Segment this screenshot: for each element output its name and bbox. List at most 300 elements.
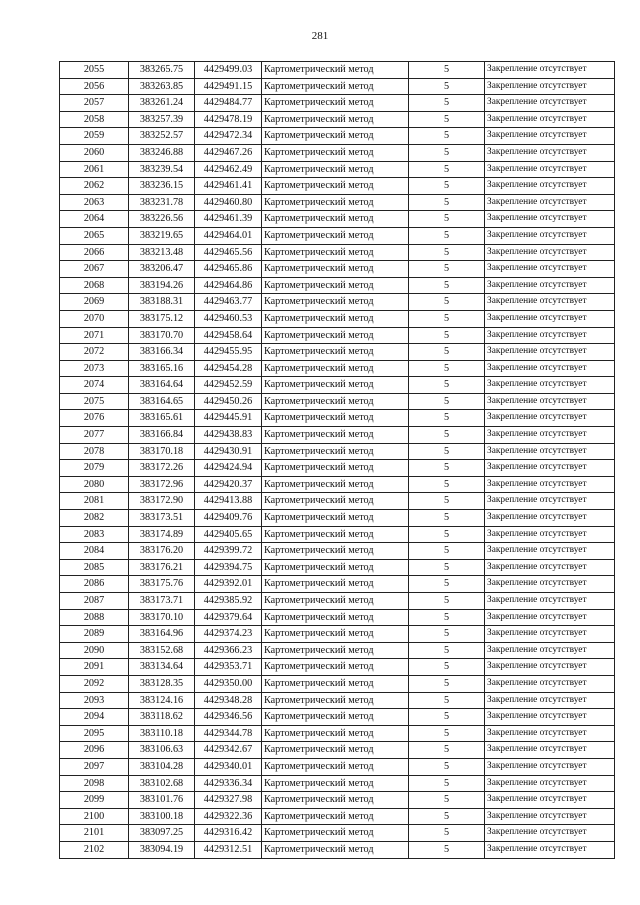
fixing-cell: Закрепление отсутствует	[485, 792, 615, 809]
x-coordinate-cell: 383110.18	[129, 725, 195, 742]
accuracy-cell: 5	[409, 476, 485, 493]
fixing-cell: Закрепление отсутствует	[485, 111, 615, 128]
x-coordinate-cell: 383265.75	[129, 62, 195, 79]
accuracy-cell: 5	[409, 161, 485, 178]
fixing-cell: Закрепление отсутствует	[485, 725, 615, 742]
x-coordinate-cell: 383226.56	[129, 211, 195, 228]
point-number-cell: 2090	[60, 642, 129, 659]
table-row	[60, 327, 615, 344]
x-coordinate-cell: 383175.76	[129, 576, 195, 593]
y-coordinate-cell: 4429454.28	[195, 360, 262, 377]
method-cell: Картометрический метод	[262, 709, 409, 726]
fixing-cell: Закрепление отсутствует	[485, 377, 615, 394]
accuracy-cell: 5	[409, 410, 485, 427]
x-coordinate-cell: 383257.39	[129, 111, 195, 128]
table-row	[60, 294, 615, 311]
y-coordinate-cell: 4429322.36	[195, 808, 262, 825]
table-row	[60, 261, 615, 278]
method-cell: Картометрический метод	[262, 244, 409, 261]
y-coordinate-cell: 4429458.64	[195, 327, 262, 344]
fixing-cell: Закрепление отсутствует	[485, 510, 615, 527]
x-coordinate-cell: 383239.54	[129, 161, 195, 178]
x-coordinate-cell: 383170.70	[129, 327, 195, 344]
y-coordinate-cell: 4429445.91	[195, 410, 262, 427]
page-number: 281	[311, 30, 329, 42]
x-coordinate-cell: 383172.90	[129, 493, 195, 510]
fixing-cell: Закрепление отсутствует	[485, 277, 615, 294]
method-cell: Картометрический метод	[262, 593, 409, 610]
table-row	[60, 808, 615, 825]
point-number-cell: 2059	[60, 128, 129, 145]
table-row	[60, 95, 615, 112]
point-number-cell: 2100	[60, 808, 129, 825]
y-coordinate-cell: 4429464.86	[195, 277, 262, 294]
y-coordinate-cell: 4429379.64	[195, 609, 262, 626]
accuracy-cell: 5	[409, 211, 485, 228]
y-coordinate-cell: 4429452.59	[195, 377, 262, 394]
coordinates-table-body	[60, 62, 615, 859]
point-number-cell: 2071	[60, 327, 129, 344]
table-row	[60, 178, 615, 195]
x-coordinate-cell: 383164.64	[129, 377, 195, 394]
fixing-cell: Закрепление отсутствует	[485, 559, 615, 576]
table-row	[60, 393, 615, 410]
accuracy-cell: 5	[409, 808, 485, 825]
table-row	[60, 775, 615, 792]
y-coordinate-cell: 4429405.65	[195, 526, 262, 543]
fixing-cell: Закрепление отсутствует	[485, 659, 615, 676]
fixing-cell: Закрепление отсутствует	[485, 576, 615, 593]
table-row	[60, 709, 615, 726]
x-coordinate-cell: 383172.26	[129, 460, 195, 477]
table-row	[60, 543, 615, 560]
point-number-cell: 2067	[60, 261, 129, 278]
table-row	[60, 460, 615, 477]
y-coordinate-cell: 4429327.98	[195, 792, 262, 809]
table-row	[60, 510, 615, 527]
fixing-cell: Закрепление отсутствует	[485, 609, 615, 626]
accuracy-cell: 5	[409, 128, 485, 145]
y-coordinate-cell: 4429374.23	[195, 626, 262, 643]
y-coordinate-cell: 4429484.77	[195, 95, 262, 112]
method-cell: Картометрический метод	[262, 360, 409, 377]
x-coordinate-cell: 383174.89	[129, 526, 195, 543]
x-coordinate-cell: 383165.61	[129, 410, 195, 427]
x-coordinate-cell: 383172.96	[129, 476, 195, 493]
x-coordinate-cell: 383176.20	[129, 543, 195, 560]
method-cell: Картометрический метод	[262, 543, 409, 560]
method-cell: Картометрический метод	[262, 211, 409, 228]
fixing-cell: Закрепление отсутствует	[485, 78, 615, 95]
y-coordinate-cell: 4429413.88	[195, 493, 262, 510]
x-coordinate-cell: 383100.18	[129, 808, 195, 825]
x-coordinate-cell: 383261.24	[129, 95, 195, 112]
method-cell: Картометрический метод	[262, 144, 409, 161]
x-coordinate-cell: 383094.19	[129, 841, 195, 858]
fixing-cell: Закрепление отсутствует	[485, 294, 615, 311]
y-coordinate-cell: 4429316.42	[195, 825, 262, 842]
accuracy-cell: 5	[409, 493, 485, 510]
method-cell: Картометрический метод	[262, 294, 409, 311]
accuracy-cell: 5	[409, 543, 485, 560]
table-row	[60, 675, 615, 692]
accuracy-cell: 5	[409, 709, 485, 726]
x-coordinate-cell: 383175.12	[129, 310, 195, 327]
fixing-cell: Закрепление отсутствует	[485, 692, 615, 709]
y-coordinate-cell: 4429455.95	[195, 344, 262, 361]
point-number-cell: 2094	[60, 709, 129, 726]
table-row	[60, 526, 615, 543]
x-coordinate-cell: 383188.31	[129, 294, 195, 311]
method-cell: Картометрический метод	[262, 277, 409, 294]
fixing-cell: Закрепление отсутствует	[485, 227, 615, 244]
y-coordinate-cell: 4429394.75	[195, 559, 262, 576]
table-row	[60, 377, 615, 394]
fixing-cell: Закрепление отсутствует	[485, 144, 615, 161]
point-number-cell: 2098	[60, 775, 129, 792]
method-cell: Картометрический метод	[262, 576, 409, 593]
point-number-cell: 2102	[60, 841, 129, 858]
fixing-cell: Закрепление отсутствует	[485, 758, 615, 775]
method-cell: Картометрический метод	[262, 526, 409, 543]
fixing-cell: Закрепление отсутствует	[485, 493, 615, 510]
method-cell: Картометрический метод	[262, 758, 409, 775]
point-number-cell: 2080	[60, 476, 129, 493]
fixing-cell: Закрепление отсутствует	[485, 393, 615, 410]
method-cell: Картометрический метод	[262, 310, 409, 327]
x-coordinate-cell: 383152.68	[129, 642, 195, 659]
x-coordinate-cell: 383206.47	[129, 261, 195, 278]
point-number-cell: 2060	[60, 144, 129, 161]
fixing-cell: Закрепление отсутствует	[485, 808, 615, 825]
fixing-cell: Закрепление отсутствует	[485, 211, 615, 228]
accuracy-cell: 5	[409, 111, 485, 128]
method-cell: Картометрический метод	[262, 642, 409, 659]
accuracy-cell: 5	[409, 95, 485, 112]
accuracy-cell: 5	[409, 659, 485, 676]
accuracy-cell: 5	[409, 443, 485, 460]
x-coordinate-cell: 383176.21	[129, 559, 195, 576]
table-row	[60, 758, 615, 775]
y-coordinate-cell: 4429424.94	[195, 460, 262, 477]
point-number-cell: 2073	[60, 360, 129, 377]
method-cell: Картометрический метод	[262, 725, 409, 742]
method-cell: Картометрический метод	[262, 227, 409, 244]
method-cell: Картометрический метод	[262, 476, 409, 493]
x-coordinate-cell: 383246.88	[129, 144, 195, 161]
x-coordinate-cell: 383170.10	[129, 609, 195, 626]
point-number-cell: 2064	[60, 211, 129, 228]
method-cell: Картометрический метод	[262, 344, 409, 361]
method-cell: Картометрический метод	[262, 692, 409, 709]
y-coordinate-cell: 4429340.01	[195, 758, 262, 775]
point-number-cell: 2079	[60, 460, 129, 477]
x-coordinate-cell: 383118.62	[129, 709, 195, 726]
method-cell: Картометрический метод	[262, 95, 409, 112]
point-number-cell: 2068	[60, 277, 129, 294]
y-coordinate-cell: 4429491.15	[195, 78, 262, 95]
fixing-cell: Закрепление отсутствует	[485, 709, 615, 726]
y-coordinate-cell: 4429385.92	[195, 593, 262, 610]
table-row	[60, 443, 615, 460]
accuracy-cell: 5	[409, 792, 485, 809]
accuracy-cell: 5	[409, 261, 485, 278]
accuracy-cell: 5	[409, 825, 485, 842]
y-coordinate-cell: 4429463.77	[195, 294, 262, 311]
accuracy-cell: 5	[409, 277, 485, 294]
method-cell: Картометрический метод	[262, 377, 409, 394]
method-cell: Картометрический метод	[262, 792, 409, 809]
accuracy-cell: 5	[409, 393, 485, 410]
accuracy-cell: 5	[409, 178, 485, 195]
fixing-cell: Закрепление отсутствует	[485, 410, 615, 427]
table-row	[60, 360, 615, 377]
fixing-cell: Закрепление отсутствует	[485, 841, 615, 858]
y-coordinate-cell: 4429499.03	[195, 62, 262, 79]
y-coordinate-cell: 4429430.91	[195, 443, 262, 460]
method-cell: Картометрический метод	[262, 559, 409, 576]
point-number-cell: 2075	[60, 393, 129, 410]
fixing-cell: Закрепление отсутствует	[485, 526, 615, 543]
table-row	[60, 227, 615, 244]
method-cell: Картометрический метод	[262, 609, 409, 626]
x-coordinate-cell: 383170.18	[129, 443, 195, 460]
accuracy-cell: 5	[409, 344, 485, 361]
point-number-cell: 2089	[60, 626, 129, 643]
x-coordinate-cell: 383134.64	[129, 659, 195, 676]
x-coordinate-cell: 383124.16	[129, 692, 195, 709]
y-coordinate-cell: 4429460.53	[195, 310, 262, 327]
table-row	[60, 593, 615, 610]
x-coordinate-cell: 383104.28	[129, 758, 195, 775]
point-number-cell: 2061	[60, 161, 129, 178]
point-number-cell: 2088	[60, 609, 129, 626]
point-number-cell: 2074	[60, 377, 129, 394]
x-coordinate-cell: 383128.35	[129, 675, 195, 692]
y-coordinate-cell: 4429312.51	[195, 841, 262, 858]
table-row	[60, 78, 615, 95]
method-cell: Картометрический метод	[262, 194, 409, 211]
y-coordinate-cell: 4429342.67	[195, 742, 262, 759]
table-row	[60, 161, 615, 178]
point-number-cell: 2058	[60, 111, 129, 128]
table-row	[60, 211, 615, 228]
x-coordinate-cell: 383263.85	[129, 78, 195, 95]
accuracy-cell: 5	[409, 510, 485, 527]
y-coordinate-cell: 4429438.83	[195, 427, 262, 444]
x-coordinate-cell: 383102.68	[129, 775, 195, 792]
method-cell: Картометрический метод	[262, 742, 409, 759]
point-number-cell: 2065	[60, 227, 129, 244]
table-row	[60, 244, 615, 261]
fixing-cell: Закрепление отсутствует	[485, 344, 615, 361]
table-row	[60, 692, 615, 709]
x-coordinate-cell: 383165.16	[129, 360, 195, 377]
table-row	[60, 128, 615, 145]
method-cell: Картометрический метод	[262, 775, 409, 792]
fixing-cell: Закрепление отсутствует	[485, 476, 615, 493]
y-coordinate-cell: 4429392.01	[195, 576, 262, 593]
method-cell: Картометрический метод	[262, 510, 409, 527]
point-number-cell: 2083	[60, 526, 129, 543]
accuracy-cell: 5	[409, 775, 485, 792]
x-coordinate-cell: 383194.26	[129, 277, 195, 294]
table-row	[60, 410, 615, 427]
accuracy-cell: 5	[409, 692, 485, 709]
x-coordinate-cell: 383166.84	[129, 427, 195, 444]
x-coordinate-cell: 383106.63	[129, 742, 195, 759]
method-cell: Картометрический метод	[262, 178, 409, 195]
point-number-cell: 2069	[60, 294, 129, 311]
point-number-cell: 2099	[60, 792, 129, 809]
accuracy-cell: 5	[409, 144, 485, 161]
point-number-cell: 2092	[60, 675, 129, 692]
accuracy-cell: 5	[409, 62, 485, 79]
x-coordinate-cell: 383101.76	[129, 792, 195, 809]
accuracy-cell: 5	[409, 427, 485, 444]
method-cell: Картометрический метод	[262, 393, 409, 410]
table-row	[60, 277, 615, 294]
point-number-cell: 2084	[60, 543, 129, 560]
fixing-cell: Закрепление отсутствует	[485, 261, 615, 278]
method-cell: Картометрический метод	[262, 427, 409, 444]
table-row	[60, 742, 615, 759]
fixing-cell: Закрепление отсутствует	[485, 310, 615, 327]
point-number-cell: 2096	[60, 742, 129, 759]
table-row	[60, 194, 615, 211]
x-coordinate-cell: 383219.65	[129, 227, 195, 244]
method-cell: Картометрический метод	[262, 659, 409, 676]
fixing-cell: Закрепление отсутствует	[485, 460, 615, 477]
table-row	[60, 841, 615, 858]
accuracy-cell: 5	[409, 244, 485, 261]
accuracy-cell: 5	[409, 78, 485, 95]
y-coordinate-cell: 4429461.39	[195, 211, 262, 228]
y-coordinate-cell: 4429420.37	[195, 476, 262, 493]
accuracy-cell: 5	[409, 559, 485, 576]
point-number-cell: 2101	[60, 825, 129, 842]
y-coordinate-cell: 4429353.71	[195, 659, 262, 676]
fixing-cell: Закрепление отсутствует	[485, 62, 615, 79]
y-coordinate-cell: 4429348.28	[195, 692, 262, 709]
fixing-cell: Закрепление отсутствует	[485, 775, 615, 792]
point-number-cell: 2055	[60, 62, 129, 79]
x-coordinate-cell: 383236.15	[129, 178, 195, 195]
fixing-cell: Закрепление отсутствует	[485, 427, 615, 444]
y-coordinate-cell: 4429464.01	[195, 227, 262, 244]
table-row	[60, 642, 615, 659]
accuracy-cell: 5	[409, 310, 485, 327]
table-row	[60, 659, 615, 676]
fixing-cell: Закрепление отсутствует	[485, 443, 615, 460]
x-coordinate-cell: 383213.48	[129, 244, 195, 261]
point-number-cell: 2063	[60, 194, 129, 211]
coordinates-table	[59, 61, 615, 859]
point-number-cell: 2086	[60, 576, 129, 593]
fixing-cell: Закрепление отсутствует	[485, 161, 615, 178]
table-row	[60, 111, 615, 128]
y-coordinate-cell: 4429465.86	[195, 261, 262, 278]
fixing-cell: Закрепление отсутствует	[485, 642, 615, 659]
accuracy-cell: 5	[409, 609, 485, 626]
x-coordinate-cell: 383164.65	[129, 393, 195, 410]
y-coordinate-cell: 4429465.56	[195, 244, 262, 261]
method-cell: Картометрический метод	[262, 111, 409, 128]
y-coordinate-cell: 4429344.78	[195, 725, 262, 742]
point-number-cell: 2072	[60, 344, 129, 361]
method-cell: Картометрический метод	[262, 808, 409, 825]
method-cell: Картометрический метод	[262, 161, 409, 178]
x-coordinate-cell: 383252.57	[129, 128, 195, 145]
point-number-cell: 2085	[60, 559, 129, 576]
accuracy-cell: 5	[409, 758, 485, 775]
x-coordinate-cell: 383173.71	[129, 593, 195, 610]
accuracy-cell: 5	[409, 526, 485, 543]
table-row	[60, 476, 615, 493]
x-coordinate-cell: 383231.78	[129, 194, 195, 211]
point-number-cell: 2076	[60, 410, 129, 427]
table-row	[60, 825, 615, 842]
y-coordinate-cell: 4429336.34	[195, 775, 262, 792]
method-cell: Картометрический метод	[262, 460, 409, 477]
accuracy-cell: 5	[409, 327, 485, 344]
accuracy-cell: 5	[409, 626, 485, 643]
method-cell: Картометрический метод	[262, 841, 409, 858]
point-number-cell: 2078	[60, 443, 129, 460]
table-row	[60, 310, 615, 327]
method-cell: Картометрический метод	[262, 128, 409, 145]
method-cell: Картометрический метод	[262, 493, 409, 510]
point-number-cell: 2087	[60, 593, 129, 610]
y-coordinate-cell: 4429472.34	[195, 128, 262, 145]
table-row	[60, 493, 615, 510]
y-coordinate-cell: 4429399.72	[195, 543, 262, 560]
point-number-cell: 2062	[60, 178, 129, 195]
method-cell: Картометрический метод	[262, 78, 409, 95]
fixing-cell: Закрепление отсутствует	[485, 825, 615, 842]
fixing-cell: Закрепление отсутствует	[485, 244, 615, 261]
fixing-cell: Закрепление отсутствует	[485, 128, 615, 145]
table-row	[60, 626, 615, 643]
point-number-cell: 2082	[60, 510, 129, 527]
fixing-cell: Закрепление отсутствует	[485, 675, 615, 692]
method-cell: Картометрический метод	[262, 410, 409, 427]
accuracy-cell: 5	[409, 593, 485, 610]
accuracy-cell: 5	[409, 294, 485, 311]
y-coordinate-cell: 4429350.00	[195, 675, 262, 692]
table-row	[60, 62, 615, 79]
x-coordinate-cell: 383097.25	[129, 825, 195, 842]
table-row	[60, 609, 615, 626]
y-coordinate-cell: 4429467.26	[195, 144, 262, 161]
point-number-cell: 2093	[60, 692, 129, 709]
point-number-cell: 2097	[60, 758, 129, 775]
fixing-cell: Закрепление отсутствует	[485, 593, 615, 610]
method-cell: Картометрический метод	[262, 261, 409, 278]
y-coordinate-cell: 4429461.41	[195, 178, 262, 195]
accuracy-cell: 5	[409, 725, 485, 742]
fixing-cell: Закрепление отсутствует	[485, 178, 615, 195]
y-coordinate-cell: 4429366.23	[195, 642, 262, 659]
fixing-cell: Закрепление отсутствует	[485, 360, 615, 377]
table-row	[60, 576, 615, 593]
method-cell: Картометрический метод	[262, 675, 409, 692]
table-row	[60, 725, 615, 742]
point-number-cell: 2091	[60, 659, 129, 676]
accuracy-cell: 5	[409, 742, 485, 759]
x-coordinate-cell: 383164.96	[129, 626, 195, 643]
method-cell: Картометрический метод	[262, 626, 409, 643]
